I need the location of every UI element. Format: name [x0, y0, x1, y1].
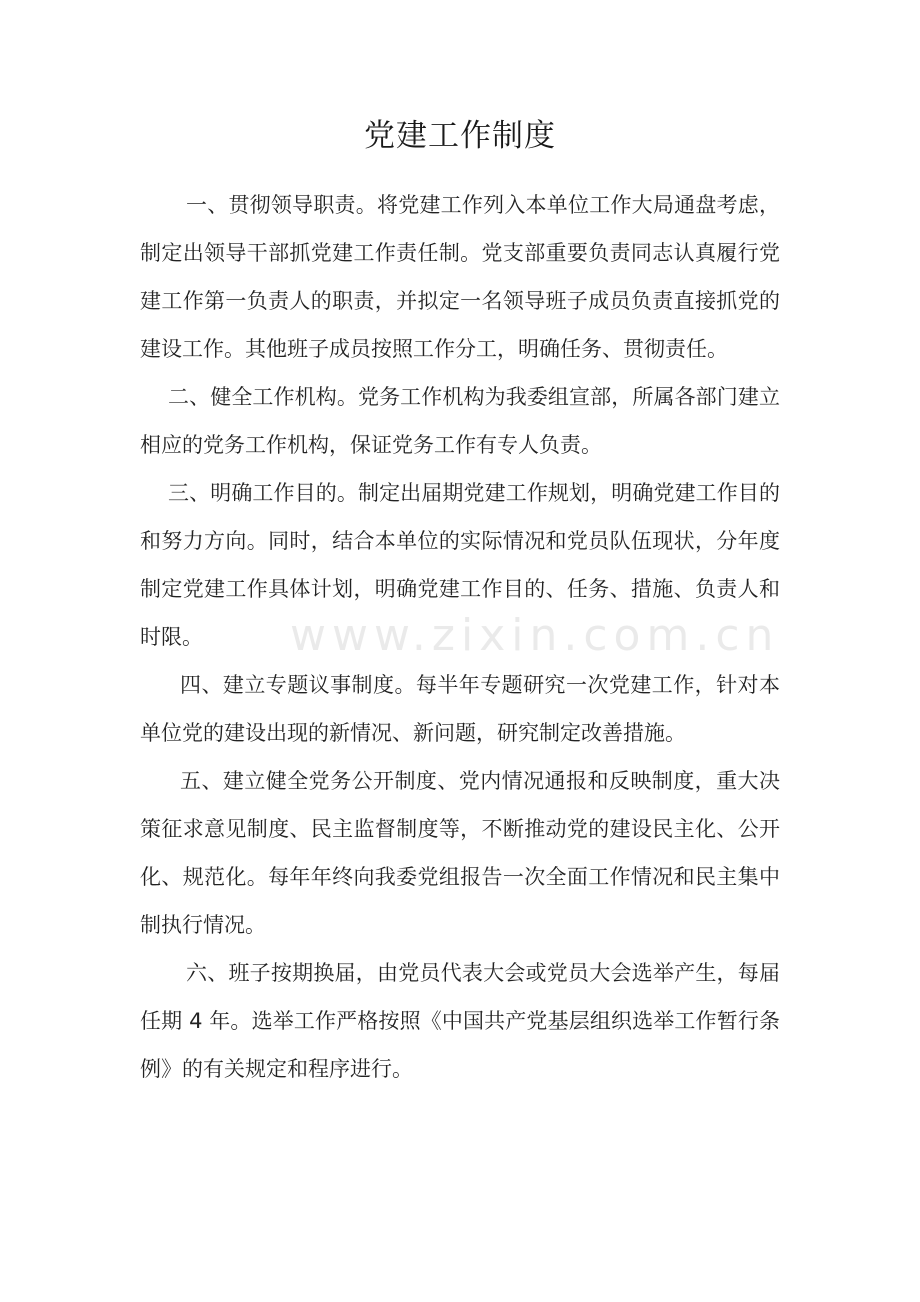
paragraph-5: 五、建立健全党务公开制度、党内情况通报和反映制度，重大决策征求意见制度、民主监督制度等，不断推动党的建设民主化、公开化、规范化。每年年终向我委党组报告一次全面工作情况和民主集中制执行情况。 [140, 769, 780, 937]
paragraph-2: 二、健全工作机构。党务工作机构为我委组宣部，所属各部门建立相应的党务工作机构，保证党务工作有专人负责。 [140, 385, 780, 457]
document-body [140, 181, 780, 1093]
paragraph-4: 四、建立专题议事制度。每半年专题研究一次党建工作，针对本单位党的建设出现的新情况、新问题，研究制定改善措施。 [140, 673, 780, 745]
document-title: 党建工作制度 [364, 118, 556, 154]
paragraph-6: 六、班子按期换届，由党员代表大会或党员大会选举产生，每届任期 4 年。选举工作严格按照《中国共产党基层组织选举工作暂行条例》的有关规定和程序进行。 [140, 961, 780, 1081]
paragraph-3: 三、明确工作目的。制定出届期党建工作规划，明确党建工作目的和努力方向。同时，结合本单位的实际情况和党员队伍现状，分年度制定党建工作具体计划，明确党建工作目的、任务、措施、负责人和时限。 [140, 481, 780, 649]
paragraph-1: 一、贯彻领导职责。将党建工作列入本单位工作大局通盘考虑，制定出领导干部抓党建工作责任制。党支部重要负责同志认真履行党建工作第一负责人的职责，并拟定一名领导班子成员负责直接抓党的建设工作。其他班子成员按照工作分工，明确任务、贯彻责任。 [140, 193, 780, 361]
watermark: www.zixin.com.cn [290, 610, 780, 661]
